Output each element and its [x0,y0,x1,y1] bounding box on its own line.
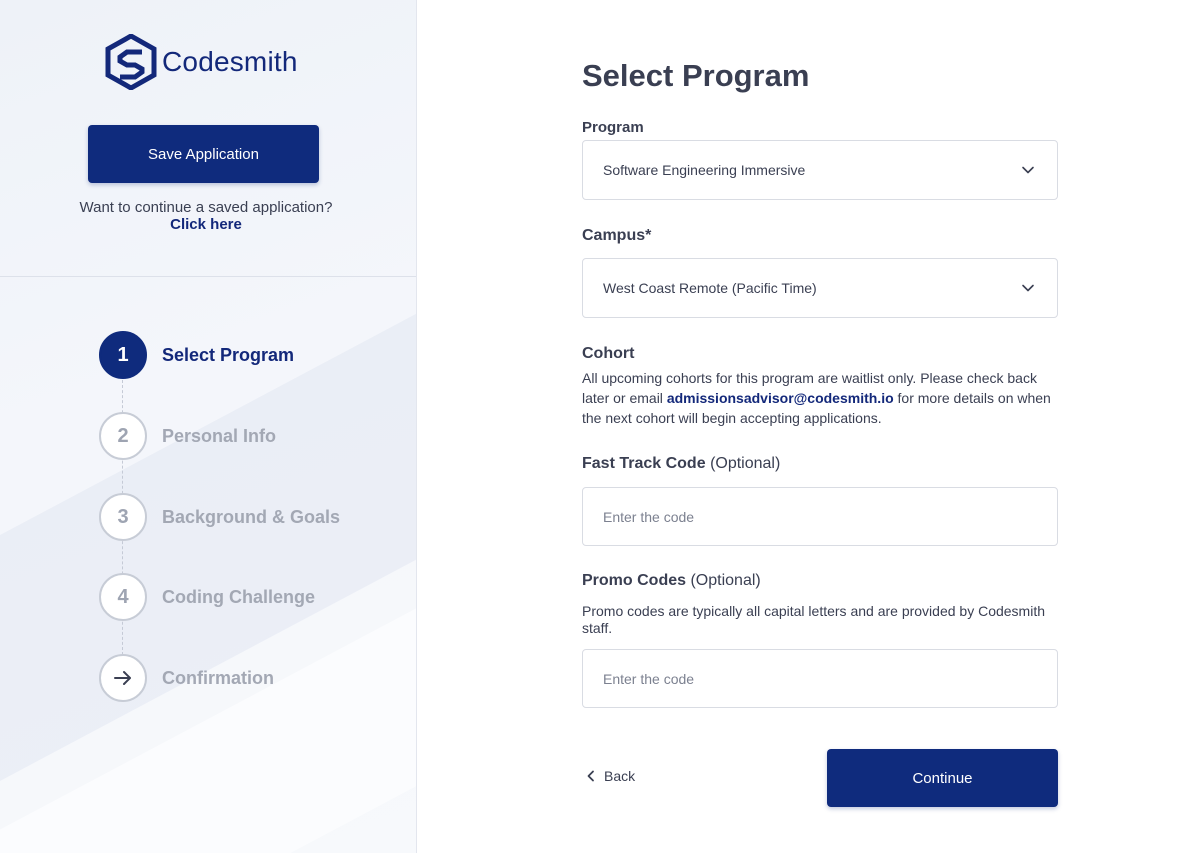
back-button[interactable] [586,768,635,784]
program-select-value: Software Engineering Immersive [603,162,806,178]
continue-saved-prompt [0,199,412,233]
step-number-badge: 4 [99,573,147,621]
step-badge [99,654,147,702]
promo-codes-help: Promo codes are typically all capital letters and are provided by Codesmith staff. [582,603,1046,636]
fast-track-code-input[interactable] [582,487,1058,546]
arrow-right-icon [112,667,134,689]
campus-select[interactable] [582,258,1058,318]
continue-button[interactable]: Continue [827,749,1058,807]
cohort-notice-text: All upcoming cohorts for this program are waitlist only. Please check back later or email [582,370,1037,406]
program-select[interactable] [582,140,1058,200]
promo-codes-label-text: Promo Codes [582,572,687,589]
continue-saved-text: Want to continue a saved application? [79,199,333,216]
promo-code-input[interactable] [582,649,1058,708]
cohort-label: Cohort [582,345,635,362]
back-label: Back [604,768,636,784]
cohort-notice [582,368,1062,428]
codesmith-logo[interactable] [105,34,298,90]
fast-track-label-text: Fast Track Code [582,455,706,472]
save-application-button[interactable]: Save Application [88,125,319,183]
page-title: Select Program [582,58,810,93]
optional-tag: (Optional) [690,572,761,589]
step-label: Personal Info [162,425,277,446]
step-label: Confirmation [162,667,274,688]
codesmith-logo-icon [105,34,157,90]
step-label: Background & Goals [162,506,341,527]
step-background-goals[interactable] [99,493,340,541]
brand-name: Codesmith [162,46,298,77]
fast-track-label [582,455,780,473]
step-number-badge: 2 [99,412,147,460]
campus-label: Campus* [582,227,652,244]
step-personal-info[interactable] [99,412,276,460]
step-label: Coding Challenge [162,586,315,607]
step-select-program[interactable] [99,331,294,379]
step-number-badge: 1 [99,331,147,379]
sidebar-divider [0,276,417,277]
step-label: Select Program [162,344,295,365]
click-here-link[interactable]: Click here [170,216,242,233]
step-number-badge: 3 [99,493,147,541]
chevron-left-icon [586,770,596,782]
step-confirmation[interactable] [99,654,274,702]
admissions-email-link[interactable]: admissionsadvisor@codesmith.io [666,390,894,406]
sidebar [0,0,417,853]
step-coding-challenge[interactable] [99,573,315,621]
program-label: Program [582,119,644,136]
cohort-notice-text: for more details on when the next cohort will begin accepting applications. [582,390,1051,426]
campus-select-value: West Coast Remote (Pacific Time) [603,280,817,296]
promo-codes-label [582,572,761,590]
optional-tag: (Optional) [710,455,781,472]
chevron-down-icon [1021,163,1035,177]
chevron-down-icon [1021,281,1035,295]
